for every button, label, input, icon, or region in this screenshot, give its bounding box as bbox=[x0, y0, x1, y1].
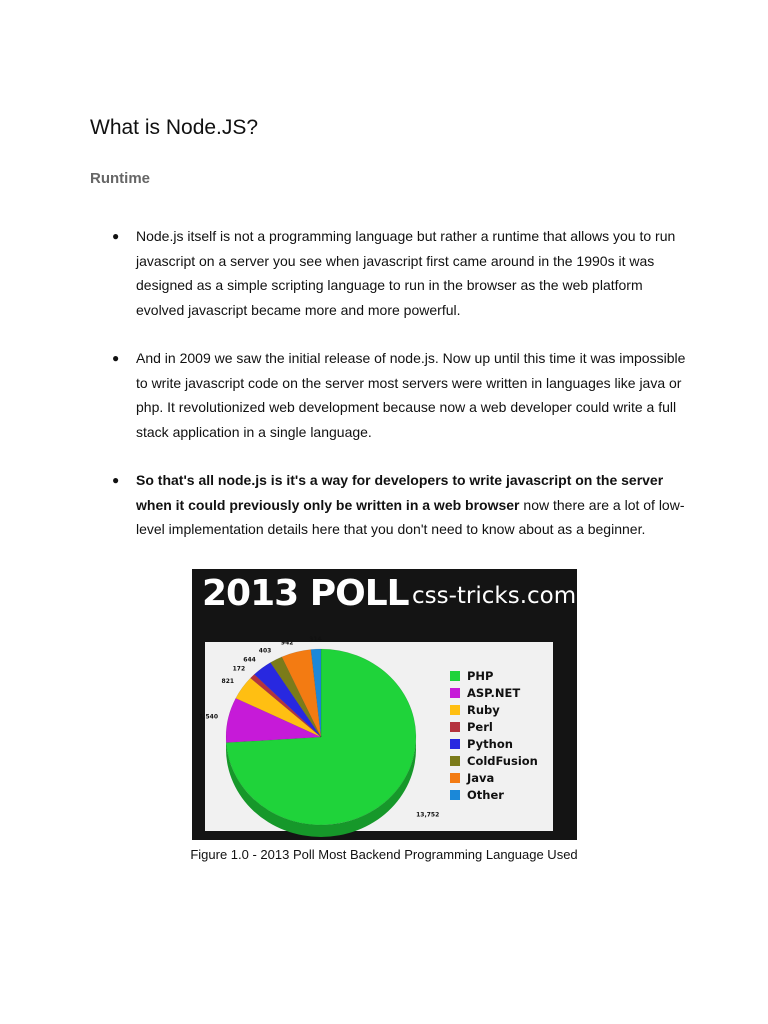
legend-swatch bbox=[450, 756, 460, 766]
pie-data-label: 314 bbox=[309, 636, 322, 644]
legend-label: Java bbox=[467, 771, 495, 785]
bullet-dot-icon: ● bbox=[112, 473, 120, 487]
pie-data-label: 172 bbox=[232, 665, 246, 673]
pie-data-label: 13,752 bbox=[416, 811, 440, 819]
bullet-dot-icon: ● bbox=[112, 229, 120, 243]
legend-label: PHP bbox=[467, 669, 494, 683]
pie-data-label: 403 bbox=[258, 647, 272, 655]
pie-chart-panel bbox=[199, 636, 553, 831]
legend-swatch bbox=[450, 688, 460, 698]
legend-item bbox=[450, 753, 538, 770]
legend-swatch bbox=[450, 722, 460, 732]
figure-caption: Figure 1.0 - 2013 Poll Most Backend Programming Language Used bbox=[190, 847, 578, 862]
pie-data-label: 821 bbox=[221, 678, 235, 686]
legend-swatch bbox=[450, 773, 460, 783]
bullet-text: And in 2009 we saw the initial release of node.js. Now up until this time it was impossible to write javascript code on the server most servers were written in languages like java or php. It revolutionized web development because now a web developer could write a full stack application in a single language. bbox=[136, 350, 686, 440]
legend-label: ASP.NET bbox=[467, 686, 521, 700]
legend-item bbox=[450, 719, 538, 736]
bullet-list bbox=[90, 224, 690, 566]
legend-label: Perl bbox=[467, 720, 493, 734]
legend-item bbox=[450, 787, 538, 804]
legend-item bbox=[450, 702, 538, 719]
bullet-dot-icon: ● bbox=[112, 351, 120, 365]
legend-label: Other bbox=[467, 788, 504, 802]
legend-label: Python bbox=[467, 737, 513, 751]
legend-swatch bbox=[450, 790, 460, 800]
section-subtitle: Runtime bbox=[90, 170, 150, 187]
legend-label: ColdFusion bbox=[467, 754, 538, 768]
bullet-text: Node.js itself is not a programming language but rather a runtime that allows you to run javascript on a server you see when javascript first came around in the 1990s it was designed as a simple scripting language to run in the browser as the web platform evolved javascript became more and more powerful. bbox=[136, 228, 676, 318]
bullet-text: now there are a lot of low-level implementation details here that you don't need to know about as a beginner. bbox=[136, 496, 685, 537]
legend-label: Ruby bbox=[467, 703, 500, 717]
bullet-bold-text: So that's all node.js is it's a way for developers to write javascript on the server when it could previously only be written in a web browser bbox=[136, 472, 664, 513]
bullet-item-3 bbox=[90, 468, 690, 542]
poll-headline: 2013 POLL bbox=[202, 573, 409, 614]
page-title: What is Node.JS? bbox=[90, 116, 259, 139]
bullet-item-1 bbox=[90, 224, 690, 322]
legend-item bbox=[450, 736, 538, 753]
legend-swatch bbox=[450, 705, 460, 715]
bullet-item-2 bbox=[90, 346, 690, 444]
legend-item bbox=[450, 770, 538, 787]
chart-legend bbox=[450, 668, 538, 804]
pie-data-label: 644 bbox=[243, 656, 256, 664]
poll-site: css-tricks.com bbox=[412, 583, 577, 609]
legend-swatch bbox=[450, 671, 460, 681]
legend-item bbox=[450, 668, 538, 685]
legend-item bbox=[450, 685, 538, 702]
legend-swatch bbox=[450, 739, 460, 749]
pie-data-label: 1,540 bbox=[199, 713, 219, 721]
poll-figure bbox=[192, 569, 577, 840]
pie-data-label: 942 bbox=[280, 639, 294, 647]
